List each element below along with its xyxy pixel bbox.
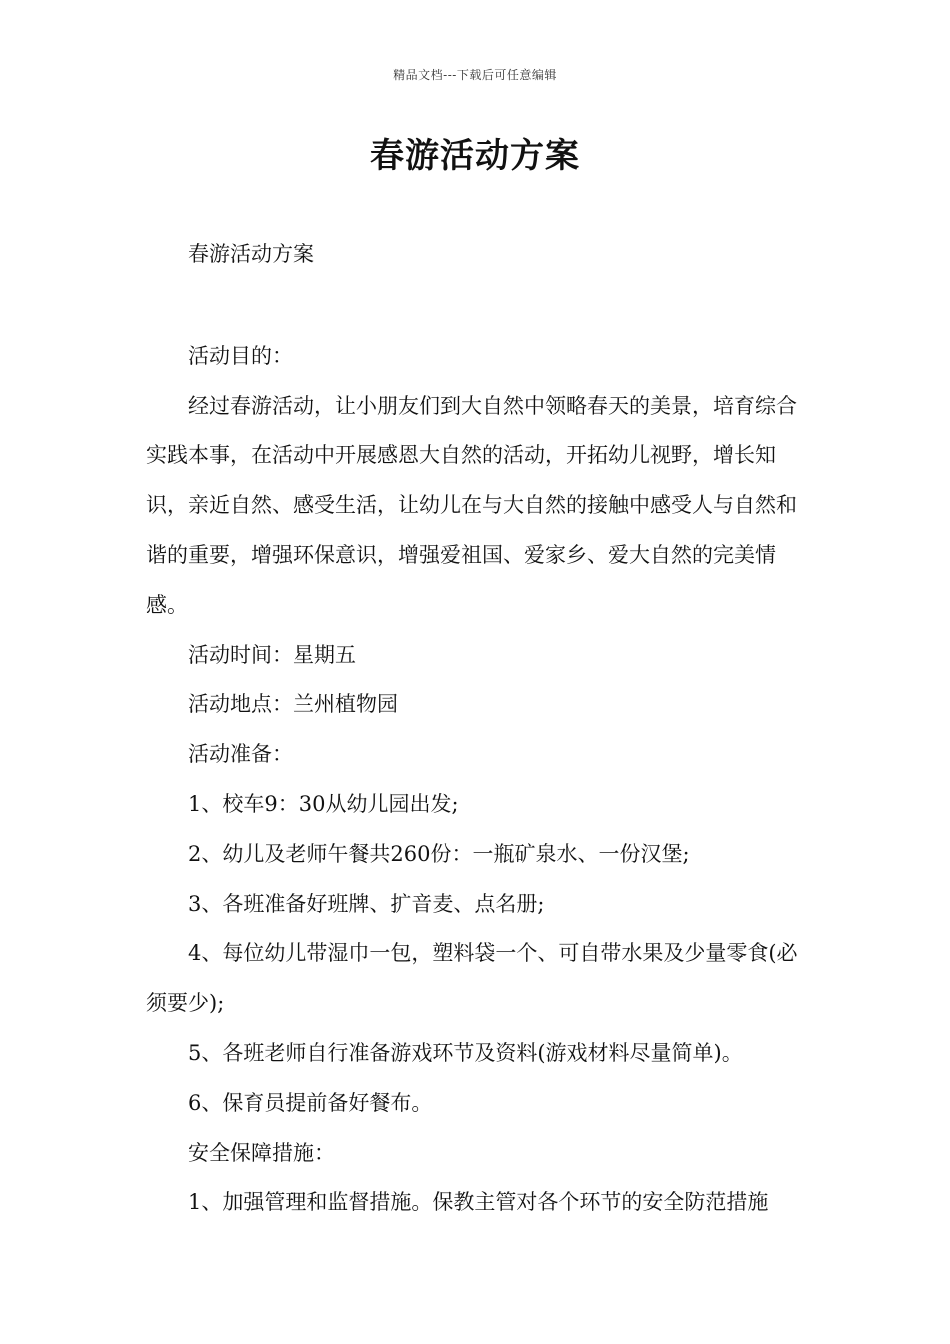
section-heading-preparation: 活动准备： (188, 742, 293, 767)
preparation-item: 5、各班老师自行准备游戏环节及资料(游戏材料尽量简单)。 (188, 1040, 743, 1065)
header-note: 精品文档---下载后可任意编辑 (393, 68, 557, 82)
preparation-item: 3、各班准备好班牌、扩音麦、点名册; (188, 891, 545, 916)
document-body (146, 230, 806, 1228)
preparation-item: 4、每位幼儿带湿巾一包，塑料袋一个、可自带水果及少量零食(必须要少); (146, 941, 798, 1016)
preparation-item: 2、幼儿及老师午餐共260份：一瓶矿泉水、一份汉堡; (188, 841, 690, 866)
subtitle-paragraph: 春游活动方案 (188, 242, 314, 266)
safety-item: 1、加强管理和监督措施。保教主管对各个环节的安全防范措施 (188, 1190, 769, 1215)
preparation-item: 1、校车9：30从幼儿园出发; (188, 791, 459, 816)
activity-time: 活动时间：星期五 (188, 642, 356, 667)
section-heading-safety: 安全保障措施： (188, 1140, 335, 1165)
purpose-paragraph: 经过春游活动，让小朋友们到大自然中领略春天的美景，培育综合实践本事，在活动中开展感恩大自然的活动，开拓幼儿视野，增长知识，亲近自然、感受生活，让幼儿在与大自然的接触中感受人与自然和谐的重要，增强环保意识，增强爱祖国、爱家乡、爱大自然的完美情感。 (146, 393, 797, 617)
document-title: 春游活动方案 (370, 136, 580, 176)
activity-location: 活动地点：兰州植物园 (188, 692, 398, 717)
section-heading-purpose: 活动目的： (188, 343, 293, 368)
preparation-item: 6、保育员提前备好餐布。 (188, 1090, 433, 1115)
